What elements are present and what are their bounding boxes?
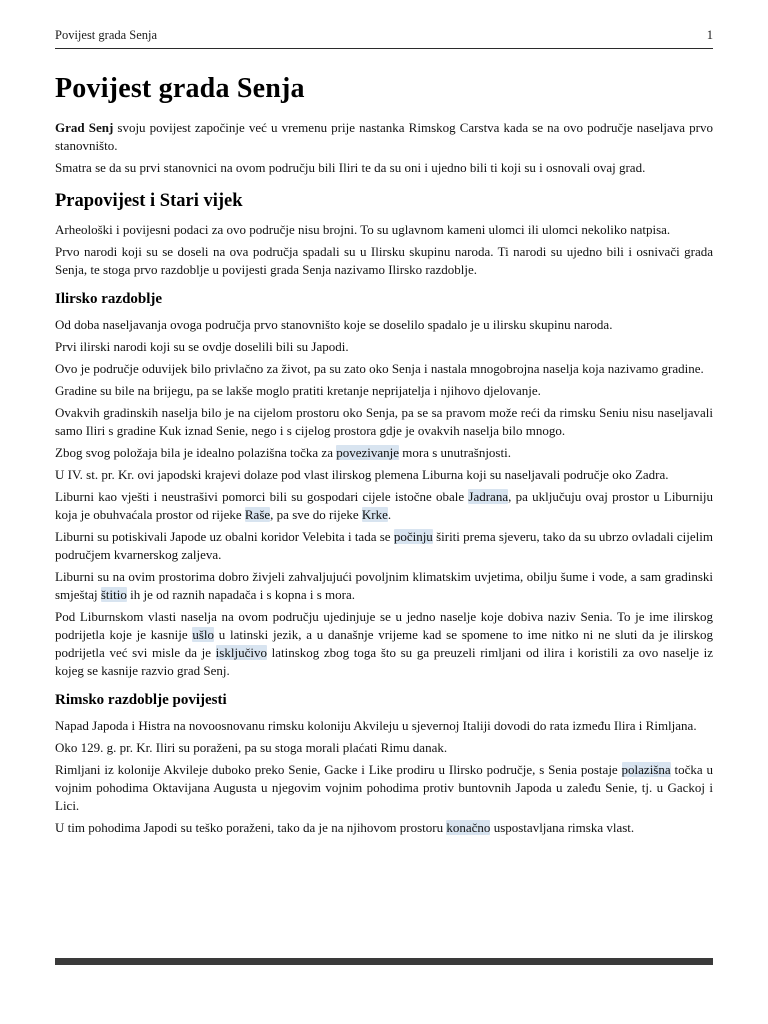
subsection-heading: Ilirsko razdoblje [55, 291, 163, 307]
paragraph [55, 608, 713, 680]
text-run: ih je od raznih napadača i s kopna i s mora. [126, 587, 356, 602]
paragraph [55, 316, 713, 334]
text-run: Smatra se da su prvi stanovnici na ovom području bili Iliri te da su oni i ujedno bili ti koji su i osnovali ovaj grad. [55, 160, 646, 175]
paragraph [55, 466, 713, 484]
page-number: 1 [706, 28, 713, 42]
paragraph [55, 444, 713, 462]
text-run: Prvo narodi koji su se doseli na ova područja spadali su u Ilirsku skupinu naroda. Ti narodi su ujedno bili i osnivači grada Senja, te stoga prvo razdoblje u povijesti grada Senja nazivamo Ilirsko razdoblje. [55, 244, 713, 277]
text-run: širiti prema sjeveru, tako da su ubrzo ovladali cijelim područjem kvarnerskog zaljeva. [55, 529, 713, 562]
text-run: Ovakvih gradinskih naselja bilo je na cijelom prostoru oko Senja, pa se sa pravom može reći da rimsku Seniu nisu naseljavali samo Iliri s gradine Kuk iznad Senie, nego i s cijelog prostora gdje je ovakvih naselja bilo mnogo. [55, 405, 713, 438]
text-run: Ovo je područje oduvijek bilo privlačno za život, pa su zato oko Senja i nastala mnogobrojna naselja koja nazivamo gradine. [55, 361, 704, 376]
link-highlight[interactable]: Jadrana [468, 489, 509, 504]
text-run: Prvi ilirski narodi koji su se ovdje doselili bili su Japodi. [55, 339, 349, 354]
text-run: , pa sve do rijeke [270, 507, 362, 522]
text-run: Oko 129. g. pr. Kr. Iliri su poraženi, pa su stoga morali plaćati Rimu danak. [55, 740, 448, 755]
text-run: Pod Liburnskom vlasti naselja na ovom području ujedinjuje se u jedno naselje koje dobiva naziv Senia. To je ime ilirskog podrijetla koje je kasnije [55, 609, 713, 642]
footer-divider-bar [55, 958, 713, 965]
link-highlight[interactable]: Krke [361, 507, 388, 522]
text-run: svoju povijest započinje već u vremenu prije nastanka Rimskog Carstva kada se na ovo područje naseljava prvo stanovništo. [55, 120, 713, 153]
link-highlight[interactable]: Raše [244, 507, 271, 522]
paragraph [55, 717, 713, 735]
paragraph [55, 568, 713, 604]
text-run: Arheološki i povijesni podaci za ovo područje nisu brojni. To su uglavnom kameni ulomci ili ulomci nekoliko natpisa. [55, 222, 671, 237]
link-highlight[interactable]: polazišna [621, 762, 671, 777]
text-run: točka u vojnim pohodima Oktavijana Augusta u njegovim vojnim pohodima protiv buntovnih Japoda u zaleđu Senie, tj. u Gackoj i Lici. [55, 762, 713, 813]
text-run: Gradine su bile na brijegu, pa se lakše moglo pratiti kretanje neprijatelja i njihovo djelovanje. [55, 383, 541, 398]
text-run: . [387, 507, 392, 522]
text-run: latinskog zbog toga što su ga preuzeli rimljani od ilira i koristili za ovo naselje iz kojeg se kasnije razvio grad Senj. [55, 645, 713, 678]
paragraph [55, 488, 713, 524]
running-header-title: Povijest grada Senja [55, 28, 158, 42]
paragraph [55, 739, 713, 757]
text-run: mora s unutrašnjosti. [399, 445, 511, 460]
text-run: U IV. st. pr. Kr. ovi japodski krajevi dolaze pod vlast ilirskog plemena Liburna koji su naseljavali područje oko Zadra. [55, 467, 669, 482]
text-run: uspostavljana rimska vlast. [490, 820, 635, 835]
paragraph [55, 338, 713, 356]
page-header [55, 0, 713, 49]
text-run: Napad Japoda i Histra na novoosnovanu rimsku koloniju Akvileju u sjevernoj Italiji dovodi do rata između Ilira i Rimljana. [55, 718, 697, 733]
subsection-heading: Rimsko razdoblje povijesti [55, 692, 227, 708]
text-run: U tim pohodima Japodi su teško poraženi, tako da je na njihovom prostoru [55, 820, 447, 835]
paragraph [55, 528, 713, 564]
paragraph [55, 819, 713, 837]
link-highlight[interactable]: ušlo [192, 627, 215, 642]
paragraph [55, 243, 713, 279]
paragraph [55, 221, 713, 239]
text-run: u latinski jezik, a u današnje vrijeme kad se spomene to ime nitko ni ne sluti da je ilirskog podrijetla već svi misle da je [55, 627, 713, 660]
article-body [55, 119, 713, 837]
text-run: Zbog svog položaja bila je idealno polazišna točka za [55, 445, 337, 460]
paragraph [55, 382, 713, 400]
paragraph [55, 360, 713, 378]
link-highlight[interactable]: konačno [446, 820, 491, 835]
text-run: Od doba naseljavanja ovoga područja prvo stanovništo koje se doselilo spadalo je u ilirsku skupinu naroda. [55, 317, 613, 332]
section-heading: Prapovijest i Stari vijek [55, 191, 243, 211]
paragraph [55, 404, 713, 440]
text-run: , pa uključuju ovaj prostor u Liburniju koja je obuhvaćala prostor od rijeke [55, 489, 713, 522]
paragraph [55, 119, 713, 155]
link-highlight[interactable]: počinju [393, 529, 433, 544]
text-run: Liburni su potiskivali Japode uz obalni koridor Velebita i tada se [55, 529, 394, 544]
text-run: Rimljani iz kolonije Akvileje duboko preko Senie, Gacke i Like prodiru u Ilirsko područje, s Senia postaje [55, 762, 622, 777]
bold-lead-text: Grad Senj [55, 120, 114, 135]
paragraph [55, 159, 713, 177]
link-highlight[interactable]: povezivanje [336, 445, 400, 460]
text-run: Liburni su na ovim prostorima dobro živjeli zahvaljujući povoljnim klimatskim uvjetima, obilju šume i vode, a sam gradinski smještaj [55, 569, 713, 602]
article-title: Povijest grada Senja [55, 73, 305, 104]
paragraph [55, 761, 713, 815]
link-highlight[interactable]: štitio [100, 587, 127, 602]
link-highlight[interactable]: isključivo [215, 645, 267, 660]
text-run: Liburni kao vješti i neustrašivi pomorci bili su gospodari cijele istočne obale [55, 489, 469, 504]
